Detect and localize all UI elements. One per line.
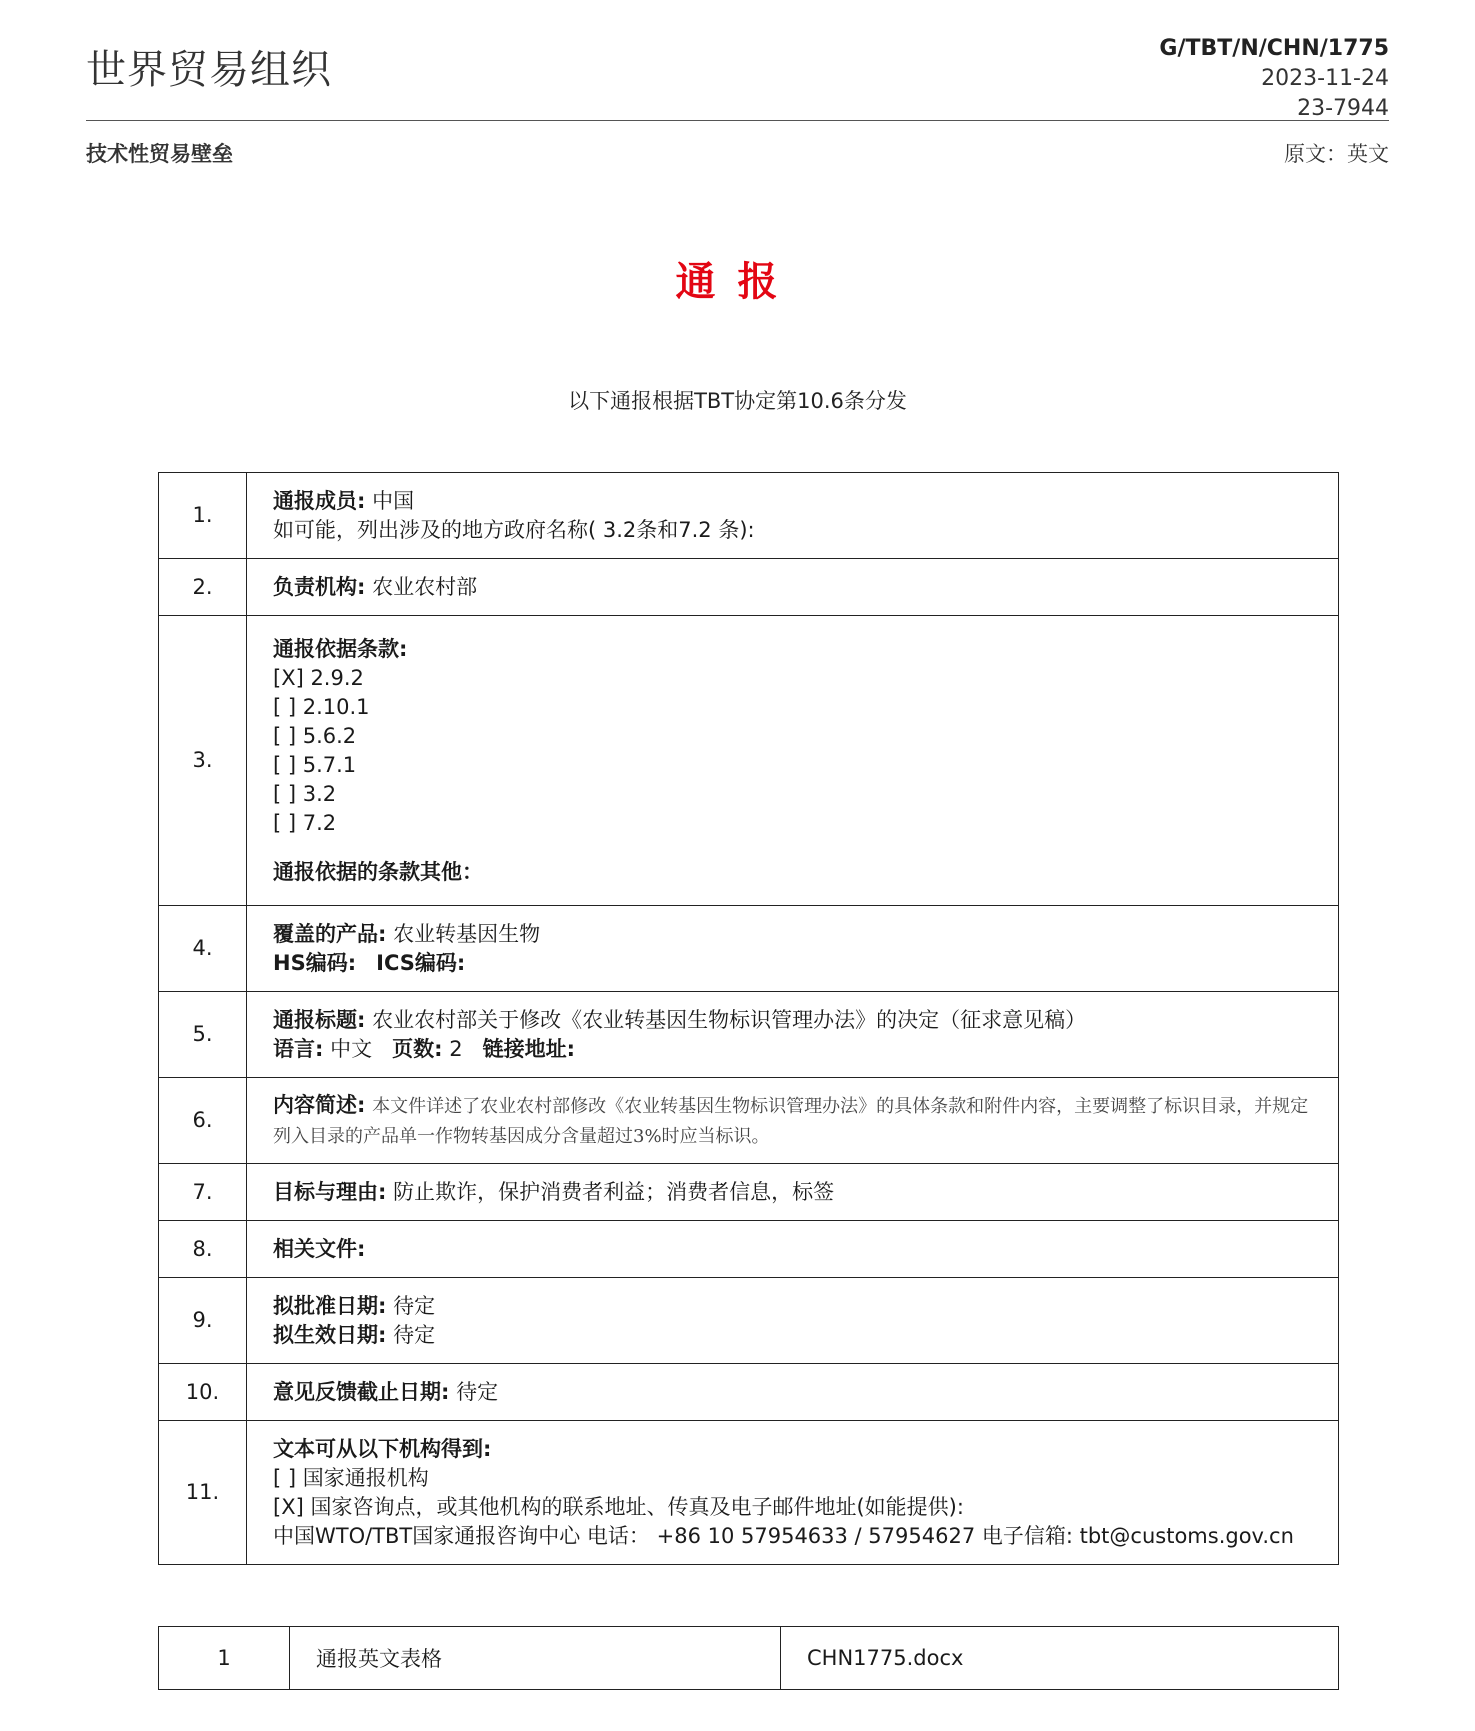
row-number: 7. [159, 1164, 247, 1221]
table-row [159, 616, 1339, 906]
attachment-number: 1 [159, 1627, 290, 1690]
field-value: 本文件详述了农业农村部修改《农业转基因生物标识管理办法》的具体条款和附件内容，主要调整了标识目录，并规定列入目录的产品单一作物转基因成分含量超过3%时应当标识。 [273, 1095, 1309, 1147]
row-content [247, 1421, 1339, 1565]
language-value: 中文 [330, 1036, 373, 1061]
field-label: 相关文件: [273, 1236, 366, 1261]
pages-value: 2 [449, 1036, 463, 1061]
field-label: 通报依据的条款其他： [273, 859, 483, 884]
row-content [247, 559, 1339, 616]
row-number: 6. [159, 1078, 247, 1164]
pages-label: 页数: [392, 1036, 443, 1061]
row-number: 8. [159, 1221, 247, 1278]
language-label: 语言: [273, 1036, 324, 1061]
row-content [247, 906, 1339, 992]
table-row [159, 906, 1339, 992]
option-item: [ ] 5.6.2 [273, 723, 357, 748]
organization-name: 世界贸易组织 [86, 47, 332, 93]
table-row [159, 1627, 1339, 1690]
notification-table [158, 472, 1339, 1565]
page-title: 通报 [675, 259, 800, 305]
field-value: 待定 [393, 1293, 436, 1318]
field-value: 农业农村部 [372, 574, 478, 599]
table-row [159, 473, 1339, 559]
field-value: 待定 [393, 1322, 436, 1347]
field-label: 通报标题: [273, 1007, 366, 1032]
field-value: 农业转基因生物 [393, 921, 541, 946]
field-label: 目标与理由: [273, 1179, 387, 1204]
field-label: 覆盖的产品: [273, 921, 387, 946]
option-item: [ ] 国家通报机构 [273, 1465, 429, 1490]
field-label: 通报依据条款: [273, 636, 408, 661]
hs-code-label: HS编码: [273, 950, 357, 975]
attachment-description: 通报英文表格 [290, 1627, 781, 1690]
field-label: 拟批准日期: [273, 1293, 387, 1318]
row-content [247, 1221, 1339, 1278]
table-row [159, 1164, 1339, 1221]
document-meta [1159, 34, 1389, 124]
field-value: 防止欺诈，保护消费者利益；消费者信息，标签 [393, 1179, 835, 1204]
field-label: 意见反馈截止日期: [273, 1379, 450, 1404]
row-content [247, 992, 1339, 1078]
document-symbol: G/TBT/N/CHN/1775 [1159, 36, 1389, 61]
row-number: 2. [159, 559, 247, 616]
document-number: 23-7944 [1297, 96, 1389, 121]
original-language: 原文：英文 [1284, 142, 1389, 166]
table-row [159, 559, 1339, 616]
field-value: 农业农村部关于修改《农业转基因生物标识管理办法》的决定（征求意见稿） [372, 1007, 1087, 1032]
table-row [159, 992, 1339, 1078]
table-row [159, 1421, 1339, 1565]
attachments-table [158, 1626, 1339, 1690]
committee-name: 技术性贸易壁垒 [86, 142, 233, 166]
table-row [159, 1221, 1339, 1278]
field-label: 文本可从以下机构得到: [273, 1436, 492, 1461]
header-divider [86, 120, 1389, 121]
link-label: 链接地址: [482, 1036, 576, 1061]
option-item: [ ] 5.7.1 [273, 752, 357, 777]
row-number: 4. [159, 906, 247, 992]
row-content [247, 1164, 1339, 1221]
field-note: 如可能，列出涉及的地方政府名称( 3.2条和7.2 条): [273, 517, 755, 542]
field-label: 拟生效日期: [273, 1322, 387, 1347]
table-row [159, 1078, 1339, 1164]
field-label: 通报成员: [273, 488, 366, 513]
attachment-file-link[interactable]: CHN1775.docx [781, 1627, 1339, 1690]
field-value: 待定 [456, 1379, 499, 1404]
field-label: 负责机构: [273, 574, 366, 599]
option-item: [X] 国家咨询点，或其他机构的联系地址、传真及电子邮件地址(如能提供): [273, 1494, 964, 1519]
ics-code-label: ICS编码: [376, 950, 466, 975]
row-content [247, 1278, 1339, 1364]
option-item: [ ] 3.2 [273, 781, 337, 806]
table-row [159, 1364, 1339, 1421]
row-number: 11. [159, 1421, 247, 1565]
row-number: 3. [159, 616, 247, 906]
contact-info: 中国WTO/TBT国家通报咨询中心 电话： +86 10 57954633 / 57954627 电子信箱: tbt@customs.gov.cn [273, 1523, 1294, 1548]
table-row [159, 1278, 1339, 1364]
field-label: 内容简述: [273, 1092, 366, 1117]
row-content [247, 1364, 1339, 1421]
option-item: [X] 2.9.2 [273, 665, 364, 690]
document-date: 2023-11-24 [1261, 66, 1389, 91]
option-item: [ ] 2.10.1 [273, 694, 370, 719]
row-number: 5. [159, 992, 247, 1078]
option-item: [ ] 7.2 [273, 810, 337, 835]
row-number: 9. [159, 1278, 247, 1364]
page-subtitle: 以下通报根据TBT协定第10.6条分发 [568, 389, 907, 413]
row-number: 10. [159, 1364, 247, 1421]
row-content [247, 473, 1339, 559]
row-content [247, 616, 1339, 906]
row-content [247, 1078, 1339, 1164]
row-number: 1. [159, 473, 247, 559]
field-value: 中国 [372, 488, 415, 513]
